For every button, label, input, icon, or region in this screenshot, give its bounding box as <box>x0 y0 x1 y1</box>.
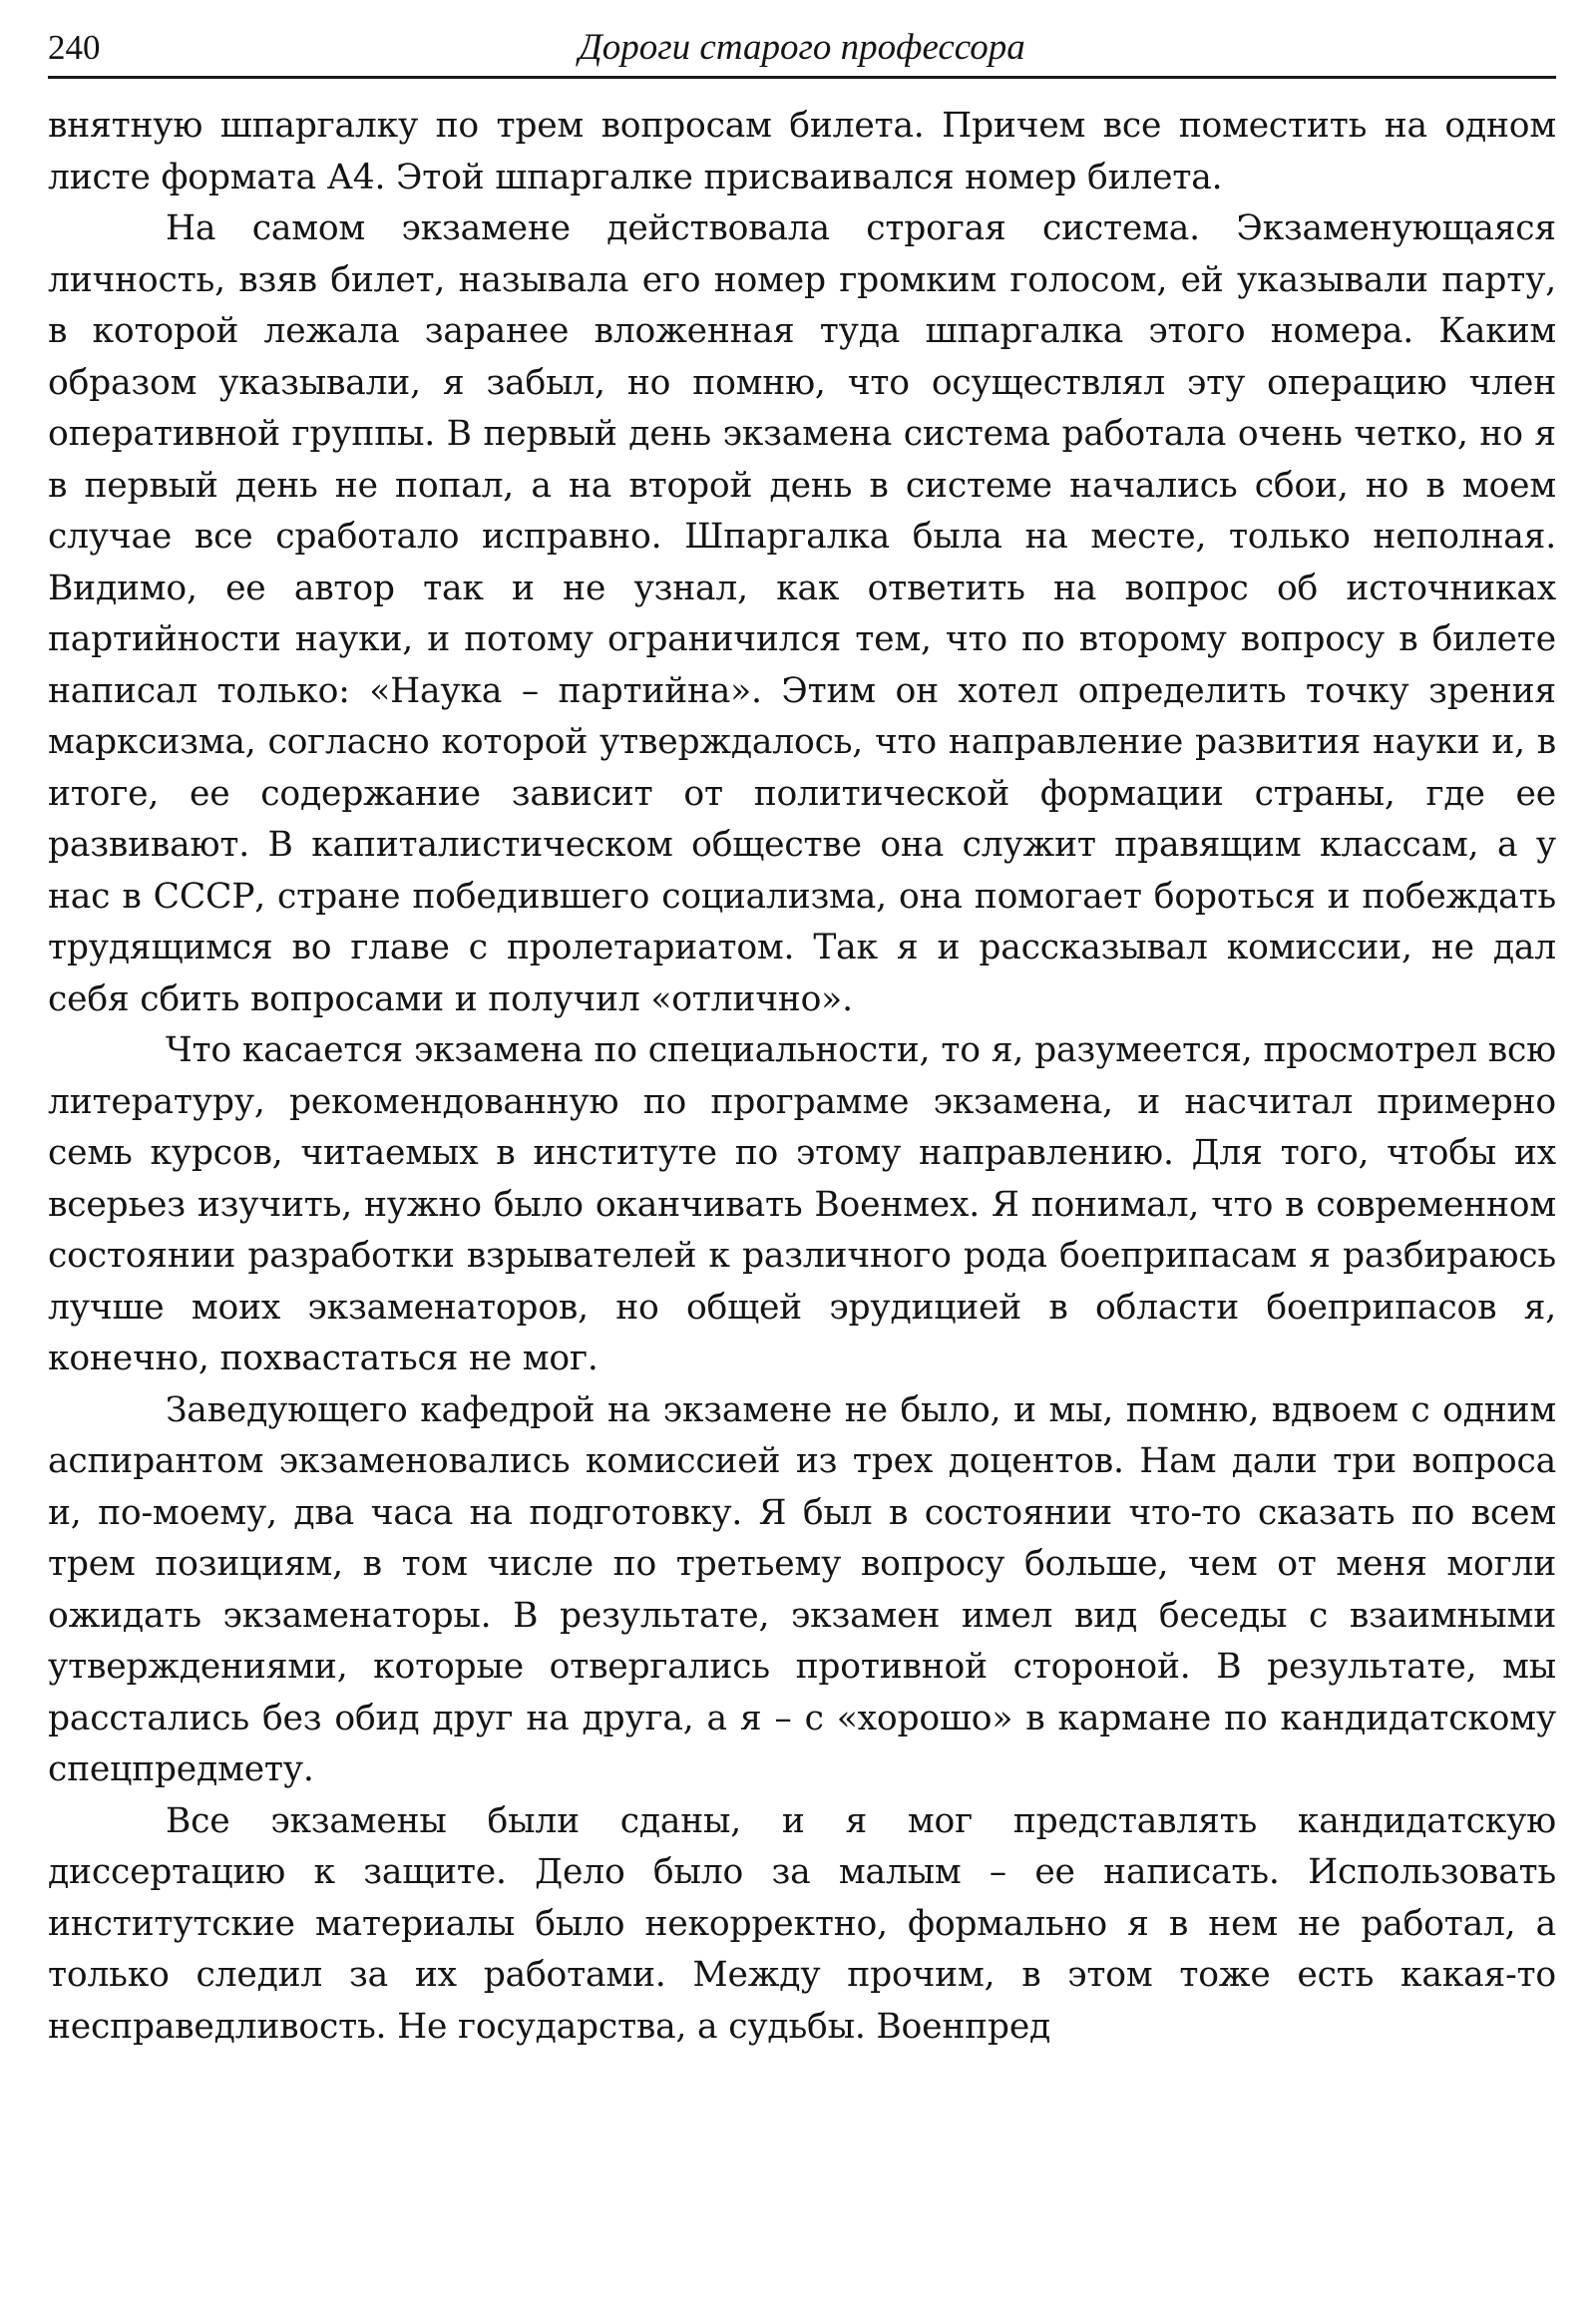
paragraph-exam-system: На самом экзамене действовала строгая система. Экзаменующаяся личность, взяв билет, называла его номер громким голосом, ей указывали парту, в которой лежала заранее вложенная туда шпаргалка этого номера. Каким образом указывали, я забыл, но помню, что осуществлял эту операцию член оперативной группы. В первый день экзамена система работала очень четко, но я в первый день не попал, а на второй день в системе начались сбои, но в моем случае все сработало исправно. Шпаргалка была на месте, только неполная. Видимо, ее автор так и не узнал, как ответить на вопрос об источниках партийности науки, и потому ограничился тем, что по второму вопросу в билете написал только: «Наука – партийна». Этим он хотел определить точку зрения марксизма, согласно которой утверждалось, что направление развития науки и, в итоге, ее содержание зависит от политической формации страны, где ее развивают. В капиталистическом обществе она служит правящим классам, а у нас в СССР, стране победившего социализма, она помогает бороться и побеждать трудящимся во главе с пролетариатом. Так я и рассказывал комиссии, не дал себя сбить вопросами и получил «отлично». <box>48 208 1556 1019</box>
paragraph-specialty-exam: Что касается экзамена по специальности, то я, разумеется, просмотрел всю литературу, рекомендованную по программе экзамена, и насчитал примерно семь курсов, читаемых в институте по этому направлению. Для того, чтобы их всерьез изучить, нужно было оканчивать Военмех. Я понимал, что в современном состоянии разработки взрывателей к различного рода боеприпасам я разбираюсь лучше моих экзаменаторов, но общей эрудицией в области боеприпасов я, конечно, похвастаться не мог. <box>48 1030 1556 1378</box>
paragraph-dissertation: Все экзамены были сданы, и я мог представлять кандидатскую диссертацию к защите. Дело было за малым – ее написать. Использовать институтские материалы было некорректно, формально я в нем не работал, а только следил за их работами. Между прочим, в этом тоже есть какая-то несправедливость. Не государства, а судьбы. Военпред <box>48 1800 1556 2047</box>
book-title: Дороги старого профессора <box>579 27 1025 68</box>
body-text <box>48 101 1556 2053</box>
running-header <box>48 18 1556 79</box>
book-page <box>48 18 1556 2053</box>
paragraph-commission: Заведующего кафедрой на экзамене не было, и мы, помню, вдвоем с одним аспирантом экзаменовались комиссией из трех доцентов. Нам дали три вопроса и, по-моему, два часа на подготовку. Я был в состоянии что-то сказать по всем трем позициям, в том числе по третьему вопросу больше, чем от меня могли ожидать экзаменаторы. В результате, экзамен имел вид беседы с взаимными утверждениями, которые отвергались противной стороной. В результате, мы расстались без обид друг на друга, а я – с «хорошо» в кармане по кандидатскому спецпредмету. <box>48 1389 1556 1789</box>
paragraph-continued: внятную шпаргалку по трем вопросам билета. Причем все поместить на одном листе формата А4. Этой шпаргалке присваивался номер билета. <box>48 106 1556 197</box>
page-number: 240 <box>48 28 101 67</box>
